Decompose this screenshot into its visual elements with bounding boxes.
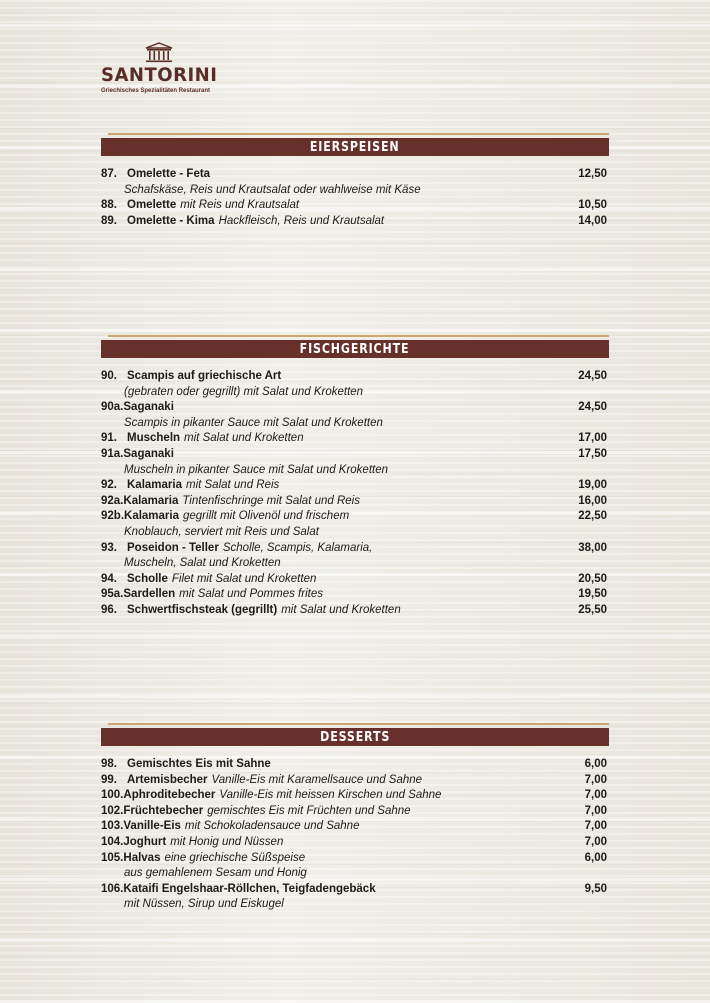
- item-description: gegrillt mit Olivenöl und frischem: [183, 510, 350, 523]
- item-number: 93.: [101, 541, 117, 554]
- menu-item: [101, 167, 609, 183]
- item-name: Omelette: [127, 199, 177, 212]
- menu-item: [101, 431, 609, 447]
- item-price: 6,00: [584, 851, 607, 864]
- menu-item: [101, 851, 609, 867]
- item-description-continued: Muscheln in pikanter Sauce mit Salat und Kroketten: [124, 463, 389, 476]
- item-number: 94.: [101, 572, 117, 585]
- item-description: Filet mit Salat und Kroketten: [171, 572, 317, 585]
- item-name: Früchtebecher: [123, 804, 204, 817]
- item-price: 24,50: [578, 370, 607, 382]
- item-number: 104.: [101, 835, 124, 848]
- section-header: [101, 340, 609, 358]
- menu-item-main: [101, 431, 304, 447]
- section-title: DESSERTS: [319, 729, 390, 745]
- item-list: [101, 369, 609, 619]
- item-name: Omelette - Feta: [127, 168, 211, 180]
- item-number: 99.: [101, 773, 117, 786]
- item-price: 25,50: [578, 603, 607, 616]
- item-description: mit Reis und Krautsalat: [180, 199, 300, 212]
- menu-item: [101, 773, 609, 789]
- section-desserts: [101, 723, 609, 913]
- menu-item-main: [101, 400, 174, 416]
- section-title: EIERSPEISEN: [310, 139, 400, 155]
- menu-item-main: [101, 167, 210, 183]
- section-divider: [108, 335, 609, 337]
- menu-item: [101, 882, 609, 898]
- item-name: Halvas: [123, 851, 161, 864]
- item-description-continued: Knoblauch, serviert mit Reis und Salat: [124, 525, 319, 538]
- menu-item-main: [101, 757, 271, 773]
- item-name: Vanille-Eis: [123, 820, 181, 833]
- item-number: 96.: [101, 603, 117, 616]
- menu-item: [101, 509, 609, 525]
- section-title: FISCHGERICHTE: [300, 341, 410, 357]
- item-name: Scampis auf griechische Art: [127, 370, 282, 382]
- item-description: Vanille-Eis mit Karamellsauce und Sahne: [211, 773, 423, 786]
- item-number: 89.: [101, 214, 117, 227]
- item-name: Sardellen: [123, 588, 176, 601]
- item-name: Gemischtes Eis mit Sahne: [127, 758, 271, 770]
- section-divider: [108, 723, 609, 725]
- section-divider: [108, 133, 609, 135]
- menu-item: [101, 819, 609, 835]
- item-price: 10,50: [578, 199, 607, 212]
- section-header: [101, 138, 609, 156]
- item-price: 7,00: [584, 789, 607, 802]
- item-number: 92b.: [101, 510, 125, 523]
- menu-item-main: [101, 835, 283, 851]
- item-name: Joghurt: [123, 835, 167, 848]
- item-description-continued: Scampis in pikanter Sauce mit Salat und Kroketten: [124, 416, 383, 429]
- item-description-continued: mit Nüssen, Sirup und Eiskugel: [124, 898, 284, 911]
- menu-item: [101, 788, 609, 804]
- item-description: gemischtes Eis mit Früchten und Sahne: [207, 804, 411, 817]
- item-number: 92a.: [101, 494, 124, 507]
- item-price: 38,00: [578, 541, 607, 554]
- item-number: 90.: [101, 370, 117, 382]
- menu-item: [101, 447, 609, 463]
- menu-item-main: [101, 541, 372, 557]
- menu-item-main: [101, 603, 401, 619]
- menu-item: [101, 541, 609, 557]
- item-description: eine griechische Süßspeise: [164, 851, 306, 864]
- menu-item: [101, 835, 609, 851]
- menu-item: [101, 214, 609, 230]
- item-description: mit Schokoladensauce und Sahne: [184, 820, 360, 833]
- item-name: Poseidon - Teller: [127, 541, 219, 554]
- item-description: Scholle, Scampis, Kalamaria,: [222, 541, 373, 554]
- temple-icon: [144, 42, 174, 64]
- item-description: mit Salat und Kroketten: [281, 603, 401, 616]
- menu-item-main: [101, 572, 316, 588]
- item-name: Kataifi Engelshaar-Röllchen, Teigfadengebäck: [123, 882, 376, 895]
- menu-item: [101, 198, 609, 214]
- menu-item: [101, 400, 609, 416]
- item-price: 14,00: [578, 214, 607, 227]
- item-name: Aphroditebecher: [123, 789, 216, 802]
- item-price: 9,50: [584, 882, 607, 895]
- item-price: 16,00: [578, 494, 607, 507]
- item-name: Schwertfischsteak (gegrillt): [127, 603, 278, 616]
- menu-item: [101, 494, 609, 510]
- logo-name: SANTORINI: [101, 64, 218, 86]
- item-price: 7,00: [584, 820, 607, 833]
- section-header: [101, 728, 609, 746]
- menu-item-main: [101, 804, 411, 820]
- item-description-continued: (gebraten oder gegrillt) mit Salat und Kroketten: [124, 385, 364, 398]
- item-price: 19,00: [578, 479, 607, 492]
- item-name: Muscheln: [127, 432, 181, 445]
- menu-item-main: [101, 788, 441, 804]
- item-list: [101, 757, 609, 913]
- menu-item-main: [101, 587, 323, 603]
- item-description-continued: aus gemahlenem Sesam und Honig: [124, 867, 307, 880]
- item-number: 91a.: [101, 447, 124, 460]
- menu-item: [101, 804, 609, 820]
- item-description: mit Salat und Kroketten: [184, 432, 304, 445]
- item-number: 100.: [101, 789, 124, 802]
- item-description: Tintenfischringe mit Salat und Reis: [182, 494, 360, 507]
- item-number: 91.: [101, 432, 117, 445]
- item-number: 92.: [101, 479, 117, 492]
- menu-item-main: [101, 773, 422, 789]
- item-description-continued: Muscheln, Salat und Kroketten: [124, 557, 281, 570]
- item-number: 102.: [101, 804, 124, 817]
- item-price: 20,50: [578, 572, 607, 585]
- item-number: 87.: [101, 168, 117, 180]
- section-fischgerichte: [101, 335, 609, 619]
- item-description: Hackfleisch, Reis und Krautsalat: [218, 214, 385, 227]
- menu-item: [101, 369, 609, 385]
- menu-item-main: [101, 198, 299, 214]
- item-name: Saganaki: [123, 447, 174, 460]
- item-number: 88.: [101, 199, 117, 212]
- item-name: Kalamaria: [123, 494, 179, 507]
- section-eierspeisen: [101, 133, 609, 229]
- item-list: [101, 167, 609, 229]
- item-price: 7,00: [584, 804, 607, 817]
- menu-item-main: [101, 851, 305, 867]
- item-description-continued: Schafskäse, Reis und Krautsalat oder wahlweise mit Käse: [124, 183, 421, 196]
- item-name: Kalamaria: [124, 510, 179, 523]
- menu-item: [101, 572, 609, 588]
- menu-item: [101, 587, 609, 603]
- item-price: 7,00: [584, 773, 607, 786]
- item-price: 7,00: [584, 835, 607, 848]
- item-price: 12,50: [578, 168, 607, 180]
- item-number: 103.: [101, 820, 124, 833]
- item-description: mit Salat und Reis: [185, 479, 280, 492]
- item-name: Kalamaria: [127, 479, 182, 492]
- menu-item-main: [101, 509, 349, 525]
- item-price: 6,00: [584, 758, 607, 770]
- item-description: Vanille-Eis mit heissen Kirschen und Sahne: [219, 789, 442, 802]
- item-number: 98.: [101, 758, 117, 770]
- menu-item-main: [101, 214, 384, 230]
- item-name: Saganaki: [123, 401, 174, 414]
- item-name: Artemisbecher: [127, 773, 208, 786]
- menu-item-main: [101, 369, 281, 385]
- item-description: mit Salat und Pommes frites: [179, 588, 323, 601]
- item-name: Scholle: [127, 572, 168, 585]
- item-number: 95a.: [101, 588, 124, 601]
- menu-item-main: [101, 478, 279, 494]
- menu-item-main: [101, 494, 360, 510]
- menu-item-main: [101, 882, 376, 898]
- menu-item: [101, 757, 609, 773]
- item-price: 22,50: [578, 510, 607, 523]
- menu-item-main: [101, 819, 359, 835]
- item-price: 24,50: [578, 401, 607, 414]
- item-price: 17,50: [578, 447, 607, 460]
- menu-item-main: [101, 447, 174, 463]
- menu-item: [101, 603, 609, 619]
- item-number: 105.: [101, 851, 124, 864]
- item-description: mit Honig und Nüssen: [170, 835, 284, 848]
- item-price: 17,00: [578, 432, 607, 445]
- menu-item: [101, 478, 609, 494]
- item-number: 106.: [101, 882, 124, 895]
- item-name: Omelette - Kima: [127, 214, 215, 227]
- item-price: 19,50: [578, 588, 607, 601]
- logo-tagline: Griechisches Spezialitäten Restaurant: [101, 88, 211, 94]
- item-number: 90a.: [101, 401, 124, 414]
